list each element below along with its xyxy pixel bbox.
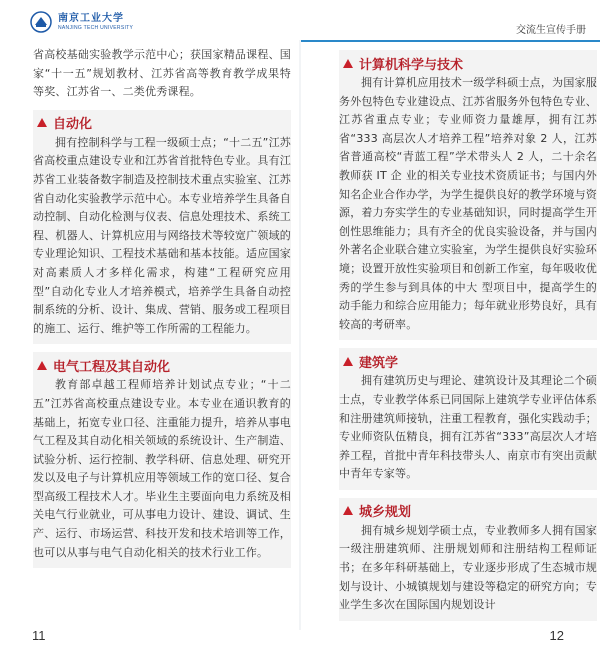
university-logo	[30, 10, 133, 34]
section-electrical-engineering	[33, 352, 291, 568]
section-body: 拥有计算机应用技术一级学科硕士点，为国家服务外包特色专业建设点、江苏省服务外包特色专业、江苏省重点专业；专业师资力量雄厚，拥有江苏省“333 高层次人才培养工程”培养对象 2 人，江苏省普通高校“青蓝工程”学术带头人 2 人，二十余名教师获 IT 企 业的相关专业技术资质证书；与国内外知名企业合作办学，为学生提供良好的教学环境与资源，着力夯实学生的专业基础知识，同时提高学生开创性思维能力；具有齐全的优良实验设备，并与国内外著名企业联合建立实验室，为学生提供良好实验环境；设置开放性实验项目和创新工作室，每年吸收优秀的学生参与到具体的中大 型项目中，提高学生的动手能力和综合应用能力；每年就业形势良好，具有较高的考研率。	[339, 76, 597, 331]
page-number-left: 11	[32, 628, 46, 643]
section-body: 拥有建筑历史与理论、建筑设计及其理论二个硕士点，专业教学体系已同国际上建筑学专业评估体系和注册建筑师接轨，注重工程教育，强化实践动手；专业师资队伍精良，拥有江苏省“333”高层次人才培养工程，首批中青年科技带头人、南京市有突出贡献中青年专家等。	[339, 374, 597, 481]
section-title: 城乡规划	[359, 505, 412, 521]
header	[0, 0, 600, 40]
section-heading	[339, 500, 597, 522]
section-architecture	[339, 348, 597, 490]
section-title: 计算机科学与技术	[359, 57, 464, 73]
section-title: 自动化	[53, 117, 93, 133]
header-divider	[300, 40, 600, 42]
right-column	[339, 46, 597, 621]
section-body: 拥有城乡规划学硕士点，专业教师多人拥有国家一级注册建筑师、注册规划师和注册结构工程师证书；在多年科研基础上，专业逐步形成了生态城市规划与设计、小城镇规划与建设等稳定的研究方向；专业学生多次在国际国内规划设计	[339, 523, 597, 612]
triangle-bullet-icon	[37, 118, 47, 127]
section-body: 拥有控制科学与工程一级硕士点；“十二五”江苏省高校重点建设专业和江苏省首批特色专业。具有江苏省工业装备数字制造及控制技术重点实验室、江苏省自动化实验教学示范中心。本专业培养学生具备自动控制、自动化检测与仪表、信息处理技术、系统工程、机器人、计算机应用与网络技术等较宽广领域的专业理论知识、工程技术基础和基本技能。适应国家对高素质人才多样化需求，构建“工程研究应用型”自动化专业人才培养模式，培养学生具备自动控制系统的分析、设计、集成、营销、服务或工程项目的施工、运行、维护等工作所需的工程能力。	[33, 135, 291, 335]
section-heading	[33, 354, 291, 376]
section-automation	[33, 110, 291, 345]
left-column	[33, 46, 291, 568]
section-urban-planning	[339, 498, 597, 621]
logo-english: NANJING TECH UNIVERSITY	[58, 24, 134, 31]
handbook-title: 交流生宣传手册	[516, 25, 586, 36]
section-title: 建筑学	[359, 355, 399, 371]
logo-chinese: 南京工业大学	[58, 12, 124, 24]
page-spine	[299, 40, 301, 630]
intro-paragraph: 省高校基础实验教学示范中心；获国家精品课程、国家“十一五”规划教材、江苏省高等教育教学成果特等奖、江苏省一、二类优秀课程。	[33, 48, 291, 99]
triangle-bullet-icon	[343, 506, 353, 515]
section-heading	[339, 52, 597, 74]
triangle-bullet-icon	[37, 361, 47, 370]
section-heading	[33, 112, 291, 134]
university-emblem-icon	[30, 11, 52, 33]
triangle-bullet-icon	[343, 357, 353, 366]
page-number-right: 12	[549, 628, 564, 643]
section-body: 教育部卓越工程师培养计划试点专业；“十二五”江苏省高校重点建设专业。本专业在通识教育的基础上，拓宽专业口径、注重能力提升，培养从事电气工程及其自动化相关领域的系统设计、生产制造、试验分析、运行控制、教学科研、信息处理、研究开发以及电子与计算机应用等领域工作的宽口径、复合型高级工程技术人才。毕业生主要面向电力系统及相关电气行业就业，可从事电力设计、建设、调试、生产、运行、市场运营、科技开发和技术培训等工作，也可以从事与电气自动化相关的技术行业工作。	[33, 378, 291, 559]
triangle-bullet-icon	[343, 59, 353, 68]
section-computer-science	[339, 50, 597, 340]
section-title: 电气工程及其自动化	[53, 359, 171, 375]
section-heading	[339, 350, 597, 372]
